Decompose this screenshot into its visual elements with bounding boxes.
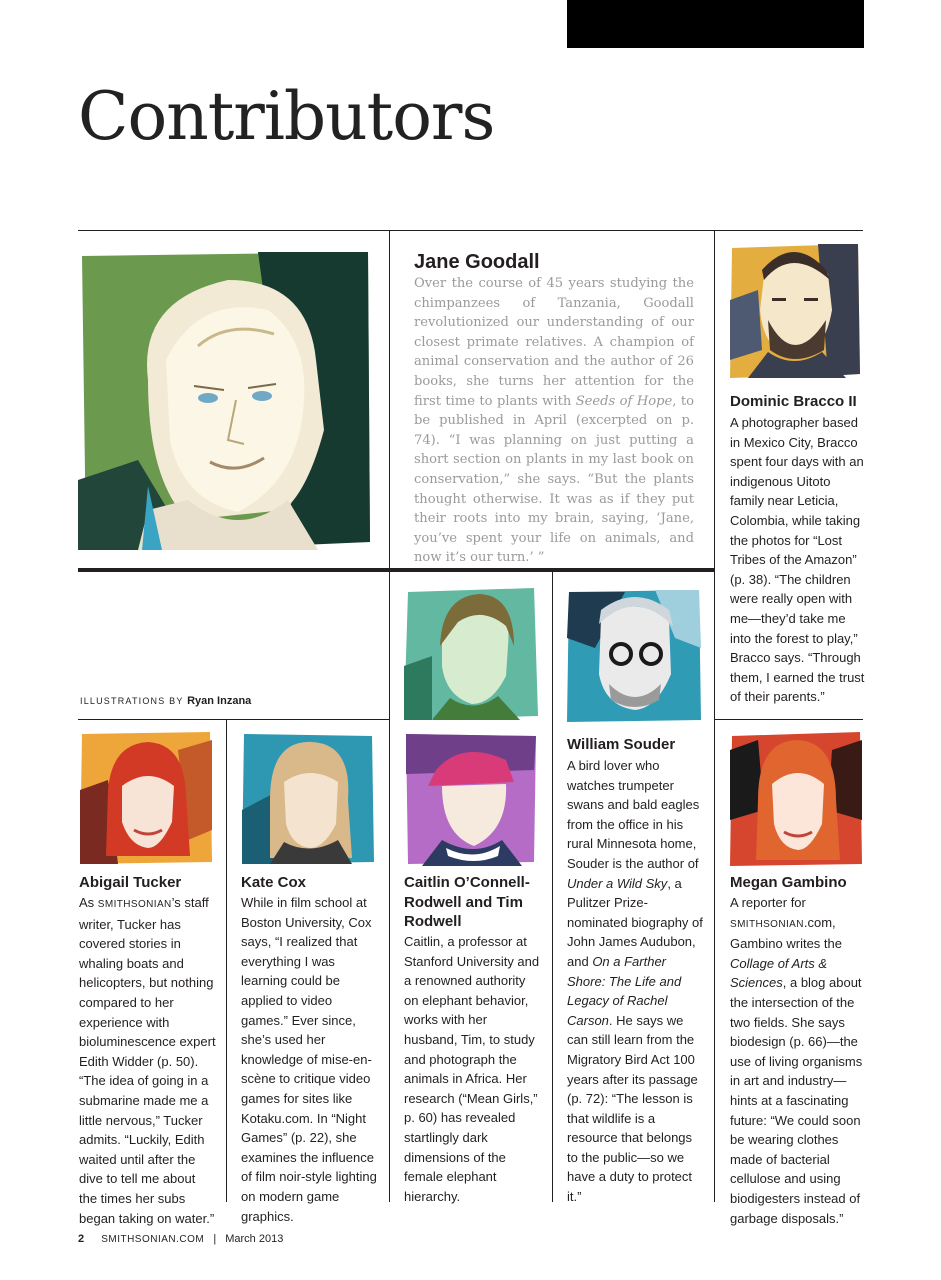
- footer-separator: |: [213, 1233, 217, 1245]
- souder-portrait: [565, 588, 703, 724]
- bracco-bio: A photographer based in Mexico City, Bracco spent four days with an indigenous Uitoto family near Leticia, Colombia, while taking the photos for “Lost Tribes of the Amazon” (p. 38). “The children were really open with me—they’d take me into the forest to play,” Bracco says. “Through them, I earned the trust of their parents.”: [730, 415, 865, 705]
- right-column-divider: [714, 230, 715, 720]
- souder-bio: A bird lover who watches trumpeter swans and bald eagles from the office in his rural Minnesota home, Souder is the author of Under a Wild Sky, a Pulitzer Prize-nominated biography of John James Audubon, and On a Farther Shore: The Life and Legacy of Rachel Carson. He says we can still learn from the Migratory Bird Act 100 years after its passage (p. 72): “The lesson is that wildlife is a resource that belongs to the public—so we have a duty to protect it.”: [567, 758, 703, 1205]
- feature-bottom-rule: [78, 568, 714, 572]
- rodwell-name: Caitlin O’Connell-Rodwell and Tim Rodwell: [404, 874, 530, 930]
- illustration-credit: ILLUSTRATIONS BY Ryan Inzana: [80, 695, 252, 707]
- divider-tucker-cox: [226, 720, 227, 1202]
- divider-rodwell-souder-top: [389, 572, 390, 1202]
- bracco-name: Dominic Bracco II: [730, 393, 857, 410]
- page-number: 2: [78, 1233, 85, 1245]
- page-title: Contributors: [78, 78, 495, 155]
- divider-souder: [552, 572, 553, 1202]
- cox-bio: While in film school at Boston University, Cox says, “I realized that everything I was learning could be applied to video games.” Ever since, she’s used her knowledge of mise-en-scène to critique video games for sites like Kotaku.com. In “Night Games” (p. 22), she examines the influence of film noir-style lighting on modern game graphics.: [241, 895, 377, 1224]
- souder-name: William Souder: [567, 736, 676, 753]
- bracco-bottom-rule: [714, 719, 863, 720]
- top-rule: [78, 230, 863, 231]
- feature-bio: Over the course of 45 years studying the chimpanzees of Tanzania, Goodall revolutionized our understanding of our closest primate relatives. A champion of animal conservation and the author of 26 books, she turns her attention for the first time to plants with Seeds of Hope, to be published in April (excerpted on p. 74). “I was planning on just putting a short section on plants in my last book on conservation,” she says. “But the plants thought otherwise. It was as if they put their roots into my brain, saying, ‘Jane, you’ve spent your life on animals, and now it’s our turn.’ ”: [414, 276, 694, 566]
- tucker-portrait: [78, 730, 214, 866]
- footer-site: SMITHSONIAN.COM: [101, 1234, 205, 1245]
- footer-issue: March 2013: [225, 1233, 284, 1245]
- feature-name: Jane Goodall: [414, 251, 540, 273]
- caitlin-rodwell-portrait: [402, 730, 540, 866]
- cox-name: Kate Cox: [241, 874, 307, 891]
- divider-souder-gambino: [714, 720, 715, 1202]
- page-footer: [78, 1233, 283, 1245]
- tucker-name: Abigail Tucker: [79, 874, 182, 891]
- feature-divider: [389, 230, 390, 571]
- tucker-bio: As SMITHSONIAN’s staff writer, Tucker has covered stories in whaling boats and helicopters, but nothing compared to her experience with bioluminescence expert Edith Widder (p. 50). “The idea of going in a submarine made me a little nervous,” Tucker admits. “Luckily, Edith waited until after the dive to tell me about the times her subs began taking on water.”: [79, 895, 216, 1226]
- tim-rodwell-portrait: [402, 586, 540, 722]
- gambino-name: Megan Gambino: [730, 874, 847, 891]
- jane-goodall-portrait: [78, 250, 374, 550]
- gambino-portrait: [728, 730, 864, 868]
- bracco-portrait: [728, 240, 862, 380]
- header-black-bar: [567, 0, 864, 48]
- rodwell-bio: Caitlin, a professor at Stanford University and a renowned authority on elephant behavior, works with her husband, Tim, to study and photograph the animals in Africa. Her research (“Mean Girls,” p. 60) has revealed startlingly dark dimensions of the female elephant hierarchy.: [404, 934, 540, 1204]
- credit-rule: [78, 719, 389, 720]
- cox-portrait: [240, 730, 376, 866]
- gambino-bio: A reporter for SMITHSONIAN.com, Gambino writes the Collage of Arts & Sciences, a blog about the intersection of the two fields. She says biodesign (p. 66)—the use of living organisms in art and industry—hints at a fascinating future: “We could soon be wearing clothes made of bacterial cellulose and using biodigesters instead of garbage disposals.”: [730, 895, 863, 1226]
